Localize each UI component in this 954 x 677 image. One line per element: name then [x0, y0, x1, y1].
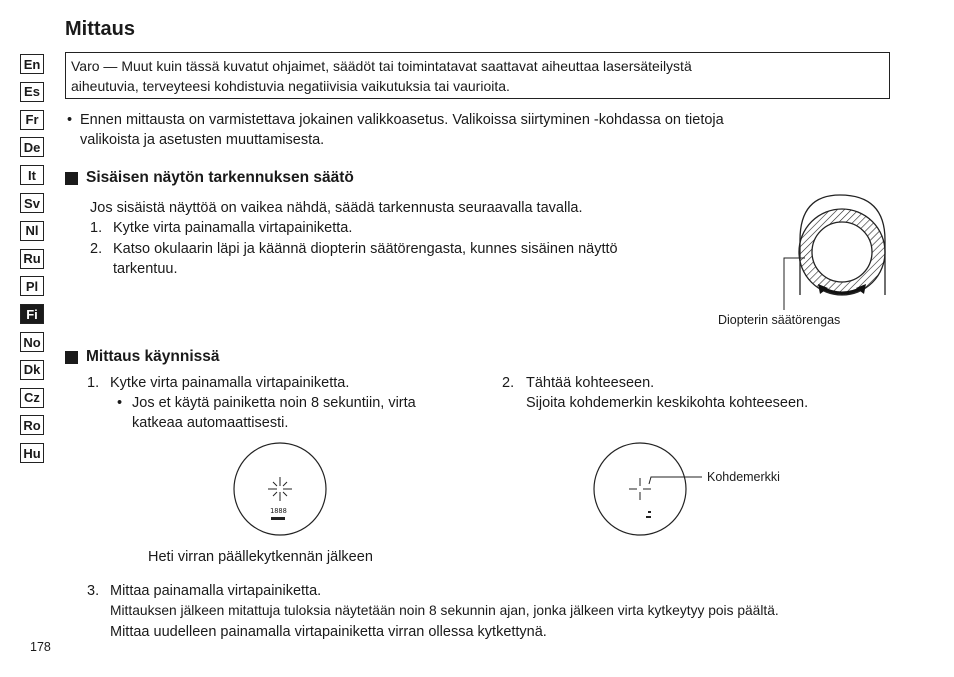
measure-step-2-line-2: Sijoita kohdemerkin keskikohta kohteeseen. — [526, 395, 809, 411]
language-tab-dk[interactable]: Dk — [20, 360, 44, 380]
language-tab-de[interactable]: De — [20, 137, 44, 157]
note-line-1: Ennen mittausta on varmistettava jokainen valikkoasetus. Valikoissa siirtyminen -kohdassa on tietoja — [80, 112, 724, 128]
language-tab-ru[interactable]: Ru — [20, 249, 44, 269]
language-tab-no[interactable]: No — [20, 332, 44, 352]
display-indicator-icon — [271, 517, 285, 520]
diopter-intro: Jos sisäistä näyttöä on vaikea nähdä, säädä tarkennusta seuraavalla tavalla. — [90, 200, 583, 216]
measure-step-3-line-2: Mittauksen jälkeen mitattuja tuloksia näytetään noin 8 sekunnin ajan, jonka jälkeen virta kytkeytyy pois päältä. — [110, 603, 779, 618]
page-number: 178 — [30, 640, 51, 654]
diopter-ring-label: Diopterin säätörengas — [718, 313, 841, 327]
display-readout: 1888 — [270, 507, 287, 515]
power-on-caption: Heti virran päällekytkennän jälkeen — [148, 549, 373, 565]
language-tab-pl[interactable]: Pl — [20, 276, 44, 296]
measure-step-1: Kytke virta painamalla virtapainiketta. — [110, 375, 350, 391]
aiming-indicator-icon — [646, 516, 651, 518]
viewfinder-aiming — [594, 443, 686, 535]
language-tab-es[interactable]: Es — [20, 82, 44, 102]
aiming-indicator-icon — [648, 511, 651, 513]
diopter-step-1-num: 1. — [90, 220, 103, 236]
measure-step-2-line-1: Tähtää kohteeseen. — [526, 375, 655, 391]
section-diopter-title: Sisäisen näytön tarkennuksen säätö — [86, 169, 354, 186]
measure-step-1-num: 1. — [87, 375, 100, 391]
diopter-step-2-num: 2. — [90, 241, 103, 257]
section-measuring-title: Mittaus käynnissä — [86, 348, 220, 365]
note-bullet: • — [67, 112, 73, 128]
note-line-2: valikoista ja asetusten muuttamisesta. — [80, 132, 325, 148]
viewfinder-power-on — [234, 443, 326, 535]
diopter-step-1: Kytke virta painamalla virtapainiketta. — [113, 220, 353, 236]
language-tab-hu[interactable]: Hu — [20, 443, 44, 463]
measure-step-1-sub-line-2: katkeaa automaattisesti. — [132, 415, 289, 431]
caution-line-2: aiheutuvia, terveyteesi kohdistuvia negatiivisia vaikutuksia tai vaurioita. — [71, 78, 510, 94]
target-mark-label: Kohdemerkki — [707, 470, 780, 484]
measure-step-3-line-3: Mittaa uudelleen painamalla virtapainiketta virran ollessa kytkettynä. — [110, 624, 547, 640]
diopter-step-2-line-2: tarkentuu. — [113, 261, 178, 277]
language-tab-nl[interactable]: Nl — [20, 221, 44, 241]
language-tab-fr[interactable]: Fr — [20, 110, 44, 130]
language-tab-it[interactable]: It — [20, 165, 44, 185]
measure-step-2-num: 2. — [502, 375, 515, 391]
language-tab-sv[interactable]: Sv — [20, 193, 44, 213]
language-tab-en[interactable]: En — [20, 54, 44, 74]
measure-step-3-num: 3. — [87, 583, 100, 599]
caution-line-1: Varo — Muut kuin tässä kuvatut ohjaimet, säädöt tai toimintatavat saattavat aiheuttaa lasersäteilystä — [71, 58, 692, 74]
page-title: Mittaus — [65, 18, 135, 40]
measure-step-3: Mittaa painamalla virtapainiketta. — [110, 583, 322, 599]
measure-step-1-sub-line-1: Jos et käytä painiketta noin 8 sekuntiin, virta — [132, 395, 416, 411]
measure-step-1-bullet: • — [117, 395, 123, 411]
language-tab-fi[interactable]: Fi — [20, 304, 44, 324]
language-tab-ro[interactable]: Ro — [20, 415, 44, 435]
diopter-step-2-line-1: Katso okulaarin läpi ja käännä diopterin säätörengasta, kunnes sisäinen näyttö — [113, 241, 618, 257]
language-tab-cz[interactable]: Cz — [20, 388, 44, 408]
